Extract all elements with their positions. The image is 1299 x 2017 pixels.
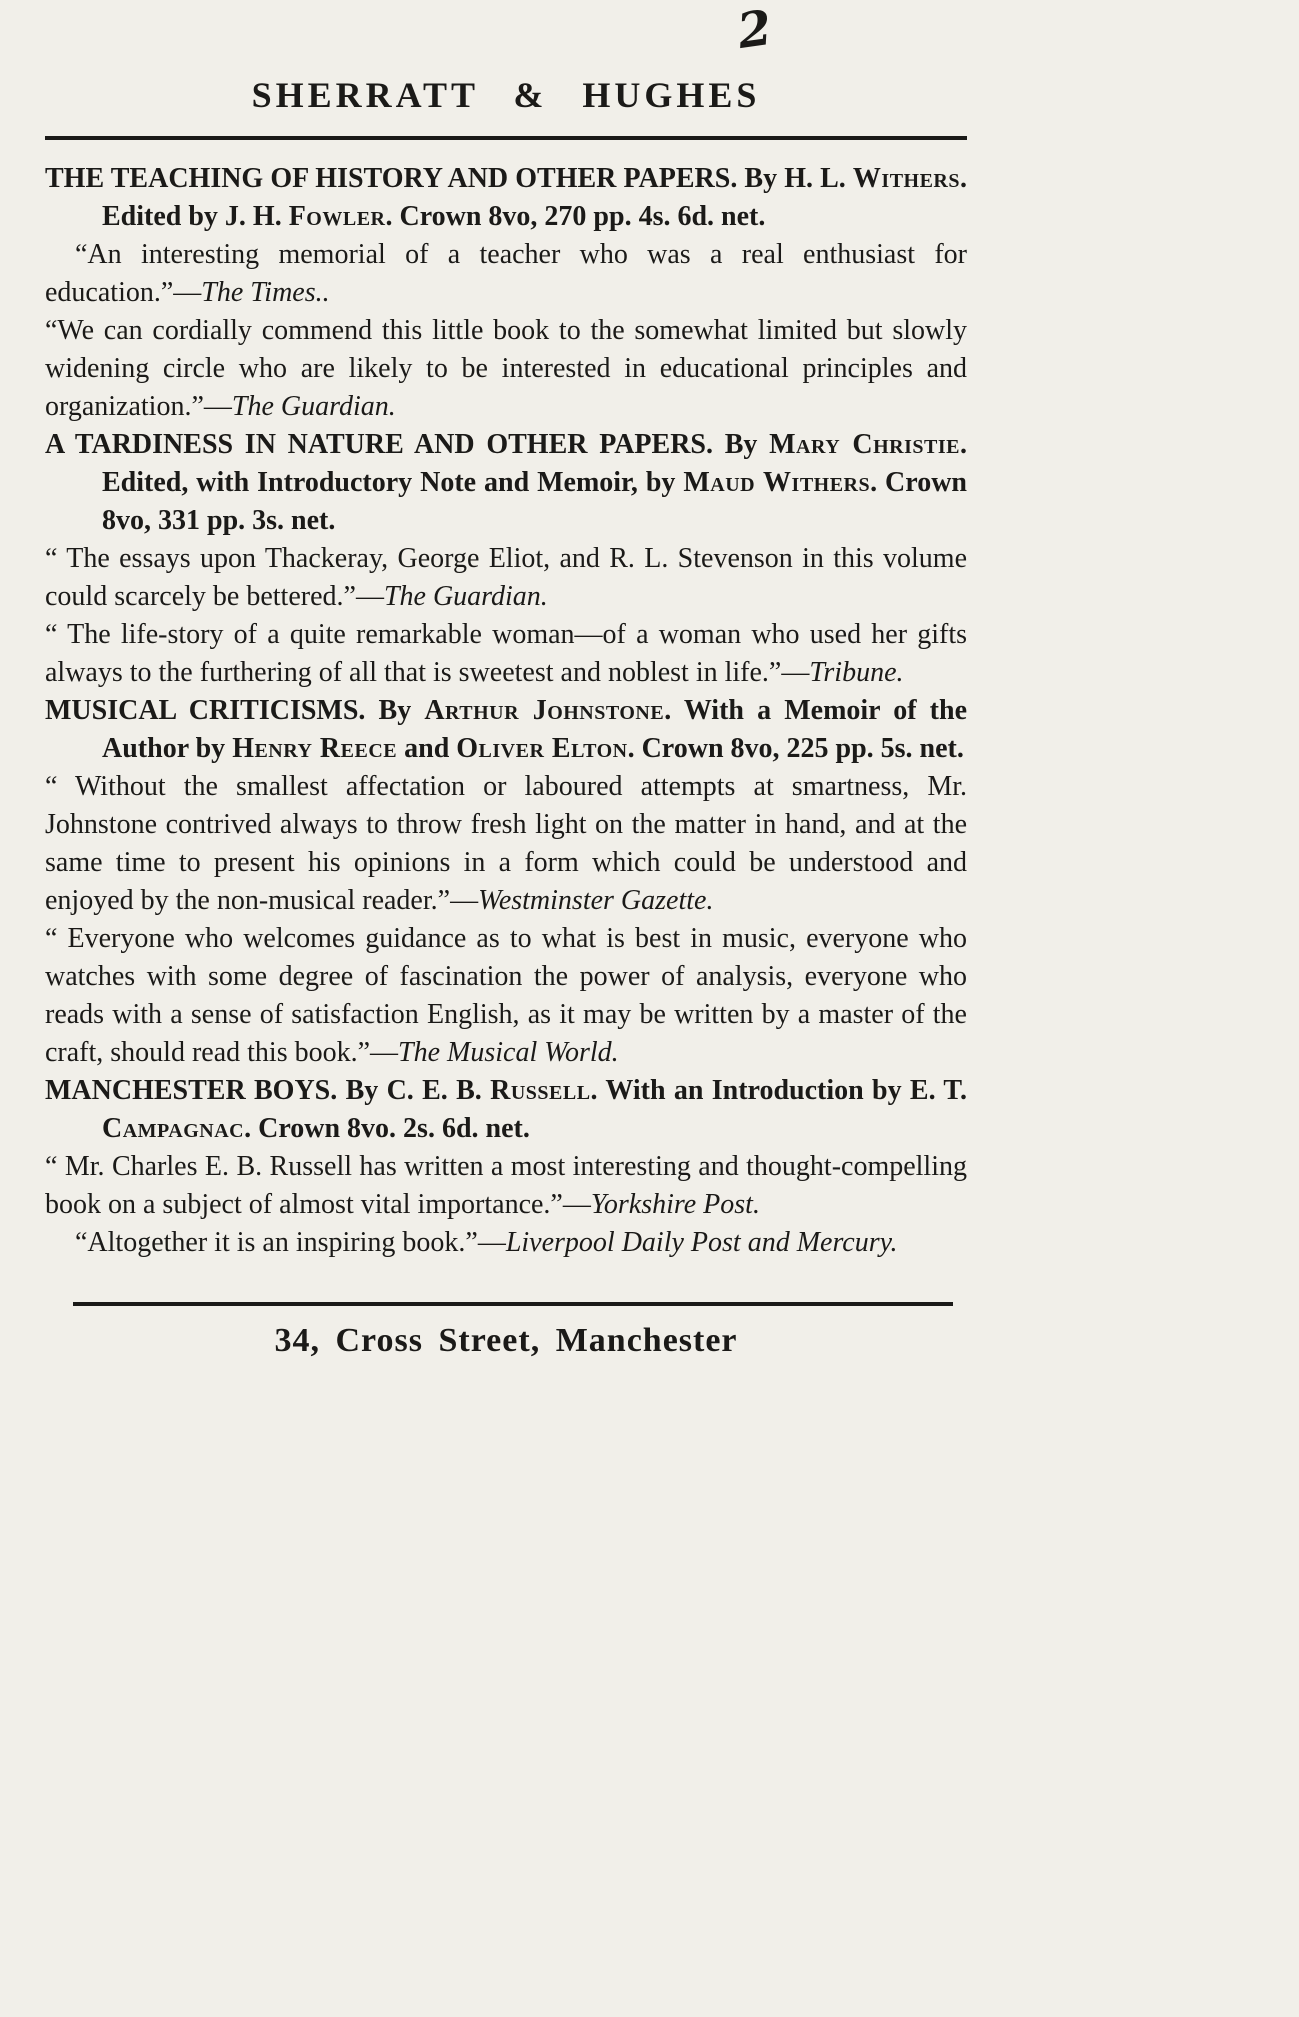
text-run: . Crown 8vo, 225 pp. 5s. net.: [627, 733, 964, 764]
text-run: “ Everyone who welcomes guidance as to what is best in music, everyone who watches with some degree of fascination the power of analysis, everyone who reads with a sense of satisfaction English, as it may be written by a master of the craft, should read this book.”—: [45, 923, 967, 1068]
text-run: Mary Christie: [769, 429, 960, 460]
text-run: Russell: [490, 1075, 591, 1106]
text-run: MANCHESTER BOYS. By C. E. B.: [45, 1075, 491, 1106]
text-run: “We can cordially commend this little book to the somewhat limited but slowly widening circle who are likely to be interested in educational principles and organization.”—: [45, 315, 967, 422]
review-quote: [45, 768, 967, 920]
text-run: Withers: [852, 163, 960, 194]
book-entry: [45, 160, 967, 236]
text-run: . Crown 8vo, 270 pp. 4s. 6d. net.: [385, 201, 766, 232]
text-run: The Guardian.: [383, 581, 548, 612]
text-run: MUSICAL CRITICISMS. By: [45, 695, 425, 726]
text-run: The Guardian.: [231, 391, 396, 422]
text-run: . With an Introduction by E. T.: [590, 1075, 968, 1106]
text-run: Henry Reece: [232, 733, 398, 764]
text-run: “ Mr. Charles E. B. Russell has written a most interesting and thought-compelling book on a subject of almost vital importance.”—: [45, 1151, 967, 1220]
text-run: Yorkshire Post.: [590, 1189, 760, 1220]
text-run: . Crown 8vo, 331 pp. 3s. net.: [102, 467, 967, 536]
publisher-header: SHERRATT & HUGHES: [251, 75, 761, 115]
text-run: “ The essays upon Thackeray, George Eliot, and R. L. Stevenson in this volume could scarcely be bettered.”—: [45, 543, 967, 612]
review-quote: [45, 920, 967, 1072]
review-quote: [45, 236, 967, 312]
text-block: [45, 58, 967, 1360]
text-run: . Edited, with Introductory Note and Memoir, by: [102, 429, 967, 498]
text-run: “An interesting memorial of a teacher who was a real enthusiast for education.”—: [45, 239, 967, 308]
publisher-address: 34, Cross Street, Manchester: [274, 1322, 738, 1359]
text-run: Campagnac: [102, 1113, 245, 1144]
text-run: Westminster Gazette.: [478, 885, 714, 916]
text-run: and: [397, 733, 457, 764]
text-run: Oliver Elton: [456, 733, 628, 764]
footer-rule: [73, 1302, 953, 1306]
text-run: THE TEACHING OF HISTORY AND OTHER PAPERS. By H. L.: [45, 163, 853, 194]
text-run: . Edited by J. H.: [102, 163, 967, 232]
review-quote: [45, 616, 967, 692]
text-run: “ Without the smallest affectation or laboured attempts at smartness, Mr. Johnstone contrived always to throw fresh light on the matter in hand, and at the same time to present his opinions in a form which could be understood and enjoyed by the non-musical reader.”—: [45, 771, 967, 916]
text-run: “ The life-story of a quite remarkable woman—of a woman who used her gifts always to the furthering of all that is sweetest and noblest in life.”—: [45, 619, 967, 688]
text-run: The Musical World.: [398, 1037, 619, 1068]
review-quote: [45, 1224, 967, 1262]
text-run: Arthur Johnstone: [424, 695, 665, 726]
text-run: Fowler: [288, 201, 386, 232]
review-quote: [45, 1148, 967, 1224]
catalog-body: [45, 160, 967, 1262]
handwritten-page-mark: 2: [734, 0, 776, 61]
review-quote: [45, 540, 967, 616]
book-entry: [45, 1072, 967, 1148]
text-run: Tribune.: [809, 657, 904, 688]
review-quote: [45, 312, 967, 426]
header-rule: [45, 136, 967, 140]
text-run: The Times..: [201, 277, 330, 308]
book-entry: [45, 692, 967, 768]
text-run: A TARDINESS IN NATURE AND OTHER PAPERS. By: [45, 429, 770, 460]
text-run: . Crown 8vo. 2s. 6d. net.: [244, 1113, 530, 1144]
text-run: Liverpool Daily Post and Mercury.: [505, 1227, 898, 1258]
text-run: “Altogether it is an inspiring book.”—: [75, 1227, 506, 1258]
book-entry: [45, 426, 967, 540]
text-run: . With a Memoir of the Author by: [102, 695, 967, 764]
text-run: Maud Withers: [683, 467, 871, 498]
